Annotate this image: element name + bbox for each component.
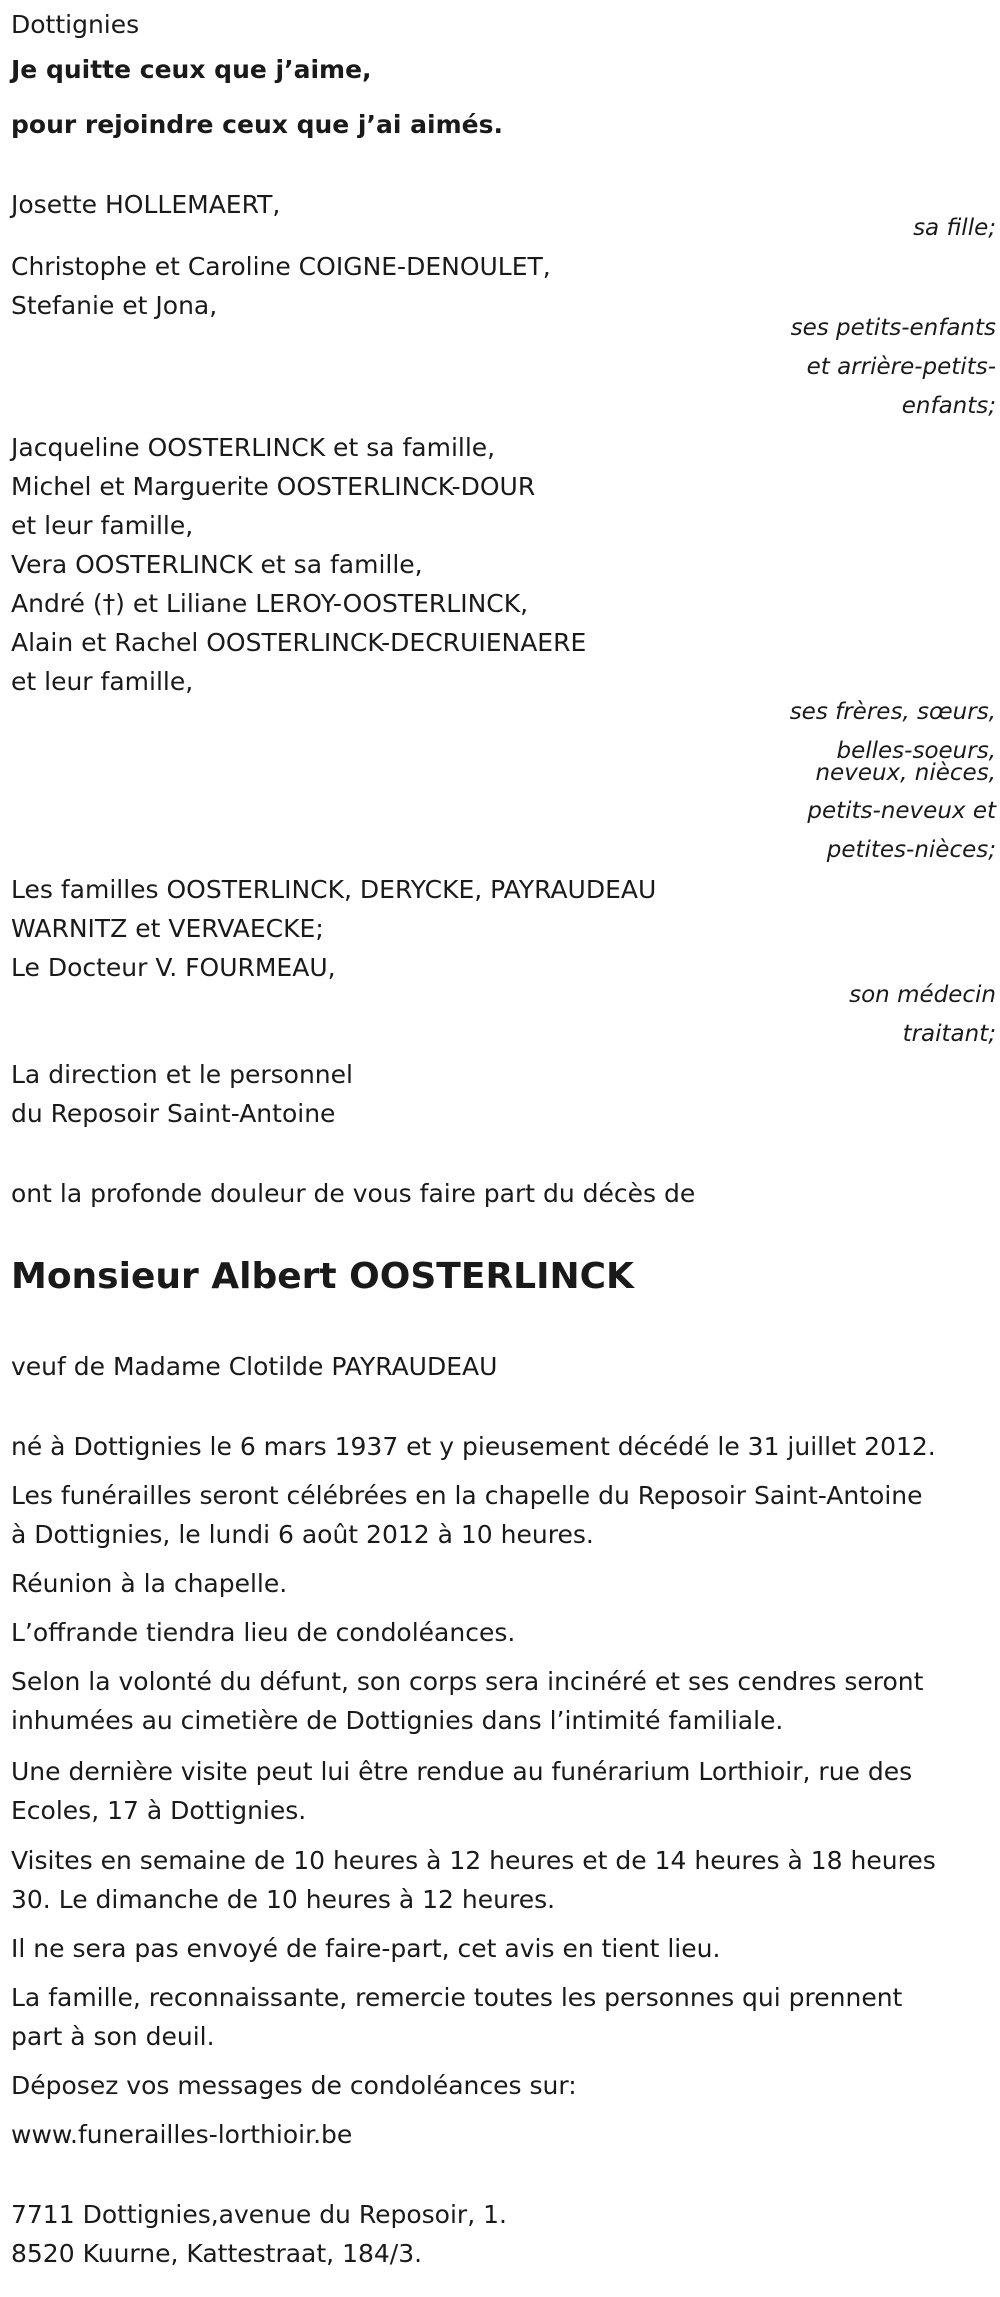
family-name: Les familles OOSTERLINCK, DERYCKE, PAYRAUDEAU — [11, 875, 657, 904]
family-relation: sa fille; — [913, 215, 996, 241]
family-relation: enfants; — [901, 393, 996, 419]
family-name: La direction et le personnel — [11, 1060, 353, 1089]
family-relation: et arrière-petits- — [806, 354, 996, 380]
family-name: Josette HOLLEMAERT, — [11, 190, 281, 219]
family-relation: petits-neveux et — [807, 798, 996, 824]
family-name: du Reposoir Saint-Antoine — [11, 1099, 336, 1128]
announcement-intro: ont la profonde douleur de vous faire part du décès de — [11, 1179, 696, 1208]
family-relation: neveux, nièces, — [815, 760, 996, 786]
family-relation: ses frères, sœurs, — [789, 699, 996, 725]
family-name: et leur famille, — [11, 511, 194, 540]
family-name: André (†) et Liliane LEROY-OOSTERLINCK, — [11, 589, 529, 618]
website-link[interactable]: www.funerailles-lorthioir.be — [11, 2120, 353, 2149]
quote-line-2: pour rejoindre ceux que j’ai aimés. — [11, 110, 503, 139]
detail-line: né à Dottignies le 6 mars 1937 et y pieusement décédé le 31 juillet 2012. — [11, 1432, 936, 1461]
detail-line: Une dernière visite peut lui être rendue au funérarium Lorthioir, rue des — [11, 1757, 913, 1786]
detail-line: part à son deuil. — [11, 2022, 215, 2051]
family-name: WARNITZ et VERVAECKE; — [11, 914, 324, 943]
family-relation: son médecin — [849, 982, 996, 1008]
detail-line: Ecoles, 17 à Dottignies. — [11, 1796, 307, 1825]
family-name: Christophe et Caroline COIGNE-DENOULET, — [11, 252, 551, 281]
deceased-name: Monsieur Albert OOSTERLINCK — [11, 1256, 634, 1297]
spouse-line: veuf de Madame Clotilde PAYRAUDEAU — [11, 1352, 498, 1381]
quote-line-1: Je quitte ceux que j’aime, — [11, 55, 372, 84]
detail-line: Réunion à la chapelle. — [11, 1569, 288, 1598]
family-name: Stefanie et Jona, — [11, 291, 218, 320]
family-name: Michel et Marguerite OOSTERLINCK-DOUR — [11, 472, 536, 501]
detail-line: Selon la volonté du défunt, son corps sera incinéré et ses cendres seront — [11, 1667, 924, 1696]
family-name: et leur famille, — [11, 667, 194, 696]
family-relation: ses petits-enfants — [790, 315, 996, 341]
family-name: Le Docteur V. FOURMEAU, — [11, 953, 336, 982]
detail-line: Déposez vos messages de condoléances sur: — [11, 2071, 577, 2100]
detail-line: Visites en semaine de 10 heures à 12 heures et de 14 heures à 18 heures — [11, 1846, 936, 1875]
detail-line: Les funérailles seront célébrées en la chapelle du Reposoir Saint-Antoine — [11, 1481, 923, 1510]
detail-line: L’offrande tiendra lieu de condoléances. — [11, 1618, 516, 1647]
address-line: 8520 Kuurne, Kattestraat, 184/3. — [11, 2239, 423, 2268]
detail-line: Il ne sera pas envoyé de faire-part, cet avis en tient lieu. — [11, 1934, 721, 1963]
detail-line: 30. Le dimanche de 10 heures à 12 heures. — [11, 1885, 556, 1914]
detail-line: inhumées au cimetière de Dottignies dans l’intimité familiale. — [11, 1706, 784, 1735]
family-relation: belles-soeurs, — [836, 738, 996, 764]
place-name: Dottignies — [11, 10, 140, 39]
family-name: Jacqueline OOSTERLINCK et sa famille, — [11, 433, 496, 462]
family-relation: traitant; — [902, 1021, 996, 1047]
detail-line: à Dottignies, le lundi 6 août 2012 à 10 heures. — [11, 1520, 594, 1549]
family-relation: petites-nièces; — [826, 837, 996, 863]
detail-line: La famille, reconnaissante, remercie toutes les personnes qui prennent — [11, 1983, 903, 2012]
family-name: Alain et Rachel OOSTERLINCK-DECRUIENAERE — [11, 628, 587, 657]
family-name: Vera OOSTERLINCK et sa famille, — [11, 550, 423, 579]
address-line: 7711 Dottignies,avenue du Reposoir, 1. — [11, 2200, 507, 2229]
